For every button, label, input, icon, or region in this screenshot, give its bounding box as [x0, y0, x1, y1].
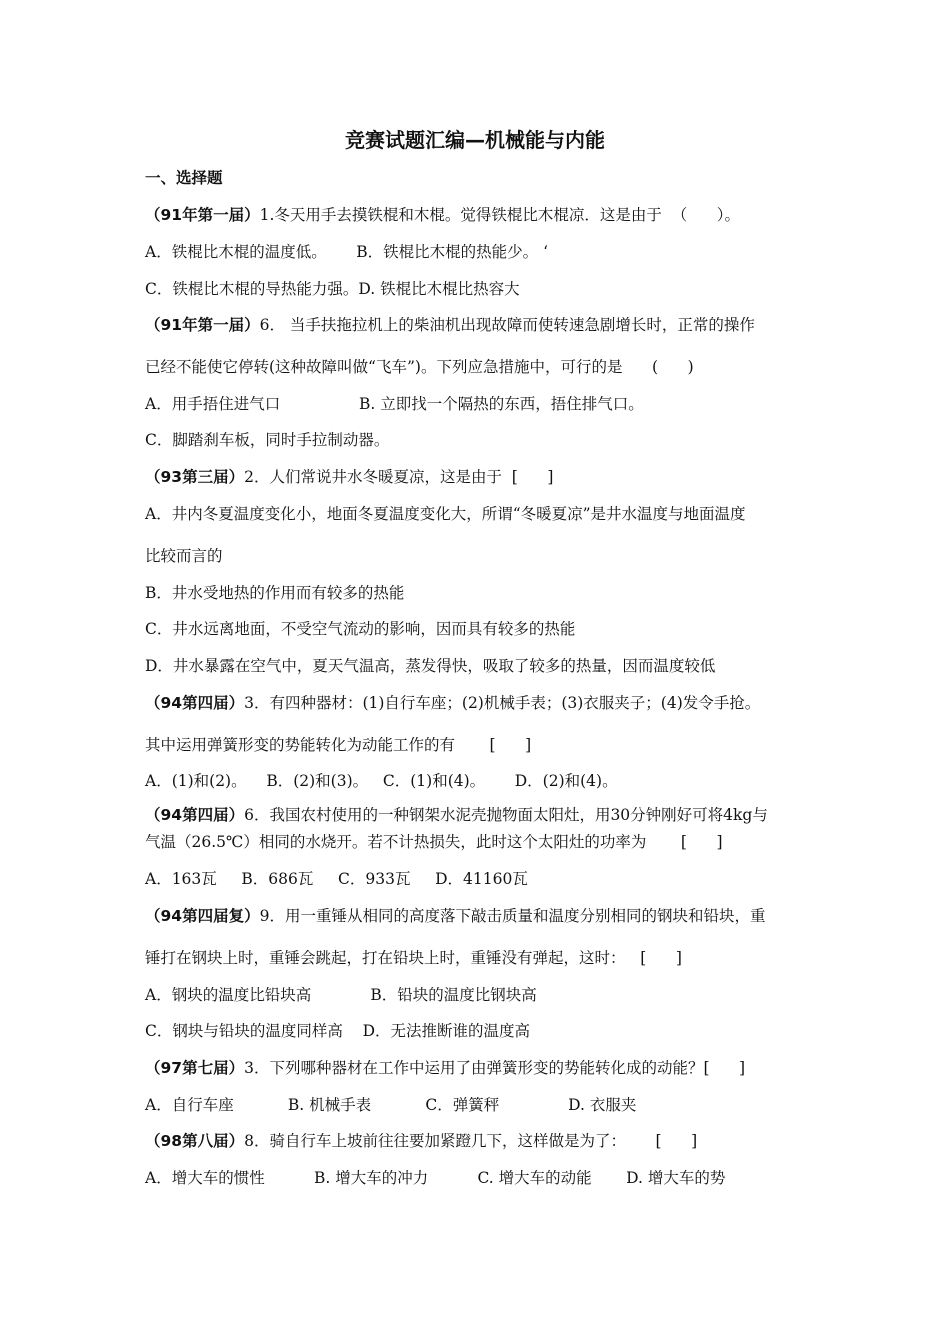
- question-stem: 6．我国农村使用的一种钢架水泥壳抛物面太阳灶，用30分钟刚好可将4kg与: [244, 806, 768, 824]
- question-2: [145, 315, 755, 335]
- question-6-options-ab: A．钢块的温度比铅块高 B．铅块的温度比钢块高: [145, 986, 537, 1004]
- question-stem: 3．有四种器材：(1)自行车座；(2)机械手表；(3)衣服夹子；(4)发令手抢。: [244, 694, 761, 712]
- question-source-tag: （94第四届复）: [145, 907, 260, 925]
- question-8: [145, 1131, 697, 1151]
- question-6: [145, 906, 765, 926]
- question-4-stem-cont: 其中运用弹簧形变的势能转化为动能工作的有 [ ]: [145, 736, 532, 754]
- question-4-options: A．(1)和(2)。 B．(2)和(3)。 C．(1)和(4)。 D．(2)和(4)。: [145, 772, 618, 790]
- question-5-options: A．163瓦 B．686瓦 C．933瓦 D．41160瓦: [145, 870, 528, 888]
- question-3-option-d: D．井水暴露在空气中，夏天气温高，蒸发得快，吸取了较多的热量，因而温度较低: [145, 657, 716, 675]
- question-7-options: A．自行车座 B. 机械手表 C．弹簧秤 D. 衣服夹: [145, 1096, 637, 1114]
- question-1-options-cd: C．铁棍比木棍的导热能力强。D. 铁棍比木棍比热容大: [145, 280, 520, 298]
- question-3-option-b: B．井水受地热的作用而有较多的热能: [145, 584, 405, 602]
- question-stem: 6． 当手扶拖拉机上的柴油机出现故障而使转速急剧增长时，正常的操作: [259, 316, 755, 334]
- question-source-tag: （94第四届）: [145, 806, 245, 824]
- question-6-stem-cont: 锤打在钢块上时，重锤会跳起，打在铅块上时，重锤没有弹起，这时： [ ]: [145, 949, 682, 967]
- question-5-stem-cont: 气温（26.5℃）相同的水烧开。若不计热损失，此时这个太阳灶的功率为 [ ]: [145, 833, 723, 851]
- question-source-tag: （94第四届）: [145, 694, 245, 712]
- question-4: [145, 693, 760, 713]
- question-5: [145, 805, 768, 825]
- question-stem: 9．用一重锤从相同的高度落下敲击质量和温度分别相同的钢块和铅块，重: [259, 907, 766, 925]
- question-source-tag: （91年第一届）: [145, 316, 260, 334]
- question-3-option-a: A．井内冬夏温度变化小，地面冬夏温度变化大，所谓“冬暖夏凉”是井水温度与地面温度: [145, 505, 746, 523]
- question-8-options: A．增大车的惯性 B. 增大车的冲力 C. 增大车的动能 D. 增大车的势: [145, 1169, 726, 1187]
- section-heading: 一、选择题: [145, 169, 223, 187]
- document-title: 竞赛试题汇编—机械能与内能: [345, 128, 605, 152]
- question-stem: 8．骑自行车上坡前往往要加紧蹬几下，这样做是为了： [ ]: [244, 1132, 698, 1150]
- question-source-tag: （97第七届）: [145, 1059, 245, 1077]
- question-stem: 2．人们常说井水冬暖夏凉，这是由于 [ ]: [244, 468, 554, 486]
- question-2-stem-cont: 已经不能使它停转(这种故障叫做“飞车”)。下列应急措施中，可行的是 ( ): [145, 358, 694, 376]
- question-6-options-cd: C．钢块与铅块的温度同样高 D．无法推断谁的温度高: [145, 1022, 530, 1040]
- question-3-option-a-cont: 比较而言的: [145, 547, 223, 565]
- question-1-options-ab: A．铁棍比木棍的温度低。 B．铁棍比木棍的热能少。 ‘: [145, 243, 549, 261]
- question-3-option-c: C．井水远离地面，不受空气流动的影响，因而具有较多的热能: [145, 620, 576, 638]
- question-2-options-ab: A．用手捂住进气口 B. 立即找一个隔热的东西，捂住排气口。: [145, 395, 644, 413]
- question-source-tag: （93第三届）: [145, 468, 245, 486]
- question-2-option-c: C．脚踏刹车板，同时手拉制动器。: [145, 431, 390, 449]
- question-source-tag: （91年第一届）: [145, 206, 260, 224]
- question-source-tag: （98第八届）: [145, 1132, 245, 1150]
- question-3: [145, 467, 553, 487]
- question-stem: 1.冬天用手去摸铁棍和木棍。觉得铁棍比木棍凉．这是由于 （ ）。: [259, 206, 741, 224]
- question-7: [145, 1058, 745, 1078]
- question-stem: 3．下列哪种器材在工作中运用了由弹簧形变的势能转化成的动能？[ ]: [244, 1059, 746, 1077]
- question-1: [145, 205, 740, 225]
